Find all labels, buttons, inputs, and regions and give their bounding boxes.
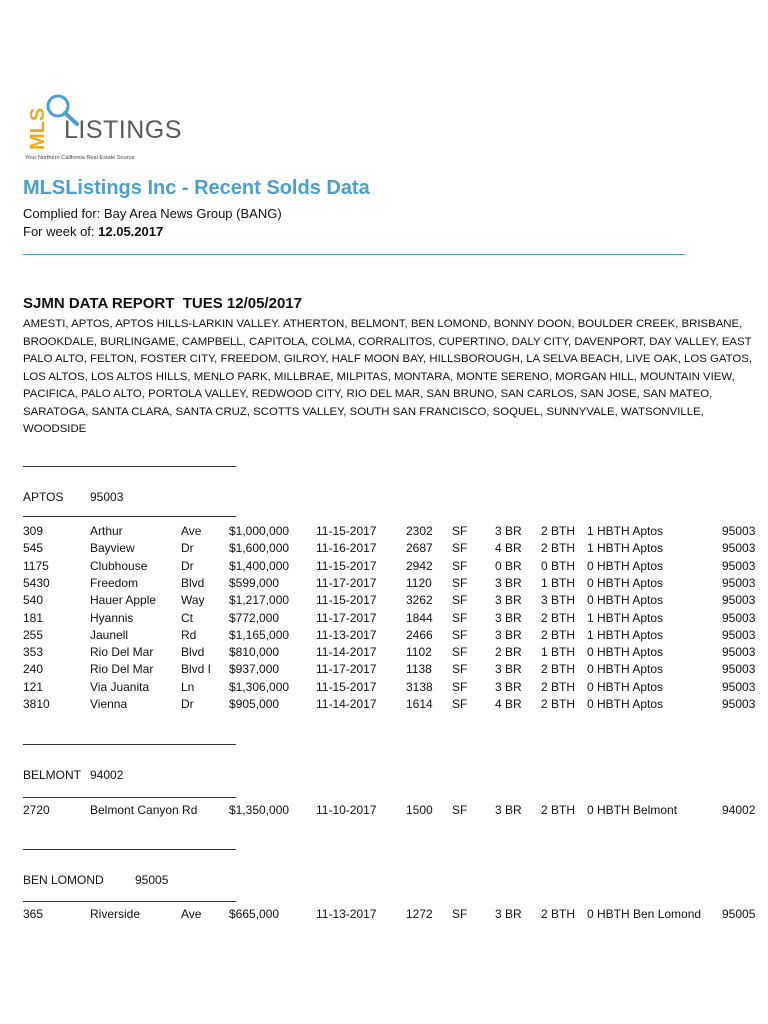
sale-bth: 0 BTH: [541, 558, 576, 573]
sale-br: 3 BR: [495, 679, 522, 694]
sale-row: [0, 611, 768, 628]
section-divider: [23, 849, 236, 850]
sale-price: $1,306,000: [229, 679, 290, 694]
week-of: [23, 224, 163, 239]
sale-sqft: 2942: [406, 558, 433, 573]
sale-street: Clubhouse: [90, 558, 148, 573]
sale-type: Dr: [181, 697, 194, 711]
sale-sf: SF: [452, 645, 468, 660]
week-of-label: For week of:: [23, 224, 99, 239]
sale-date: 11-17-2017: [316, 662, 377, 677]
sale-zip: 95003: [722, 645, 756, 660]
sale-sqft: 1272: [406, 907, 433, 921]
sale-date: 11-14-2017: [316, 645, 377, 660]
sale-date: 11-15-2017: [316, 524, 377, 538]
sale-hbth: 0 HBTH Belmont: [587, 803, 678, 817]
sale-date: 11-13-2017: [316, 627, 377, 642]
sale-sqft: 2466: [406, 627, 433, 642]
sale-br: 4 BR: [495, 541, 522, 556]
sale-br: 3 BR: [495, 907, 522, 921]
sale-type: Ln: [181, 679, 195, 694]
sale-br: 2 BR: [495, 645, 522, 660]
sale-br: 3 BR: [495, 662, 522, 677]
sale-row: [0, 803, 768, 820]
sale-street: Rio Del Mar: [90, 662, 154, 677]
sale-bth: 2 BTH: [541, 697, 576, 711]
sale-bth: 2 BTH: [541, 627, 576, 642]
sale-sf: SF: [452, 803, 468, 817]
sale-street: Via Juanita: [90, 679, 150, 694]
sale-date: 11-16-2017: [316, 541, 377, 556]
sale-num: 540: [23, 593, 44, 608]
sale-type: Ave: [181, 907, 202, 921]
sale-date: 11-15-2017: [316, 593, 377, 608]
logo-wordmark: LISTINGS: [64, 116, 182, 144]
sale-bth: 2 BTH: [541, 610, 576, 625]
sale-price: $1,165,000: [229, 627, 290, 642]
sale-hbth: 1 HBTH Aptos: [587, 541, 664, 556]
sale-hbth: 1 HBTH Aptos: [587, 610, 664, 625]
sale-sf: SF: [452, 697, 468, 711]
logo-tagline: Your Northern California Real Estate Source: [25, 155, 135, 161]
header-divider: [23, 254, 685, 255]
sale-num: 181: [23, 610, 44, 625]
sale-sf: SF: [452, 524, 468, 538]
sale-type: Ave: [181, 524, 202, 538]
sale-street: Vienna: [90, 697, 128, 711]
sale-row: [0, 524, 768, 541]
sale-date: 11-10-2017: [316, 803, 377, 817]
sale-row: [0, 559, 768, 576]
sale-price: $905,000: [229, 697, 280, 711]
sale-hbth: 0 HBTH Aptos: [587, 645, 664, 660]
sale-row: [0, 541, 768, 558]
sale-hbth: 0 HBTH Aptos: [587, 575, 664, 590]
sale-street: Hauer Apple: [90, 593, 157, 608]
sale-num: 309: [23, 524, 44, 538]
sale-num: 2720: [23, 803, 50, 817]
sale-street: Riverside: [90, 907, 141, 921]
sale-sqft: 3138: [406, 679, 433, 694]
sale-hbth: 1 HBTH Aptos: [587, 627, 664, 642]
sale-price: $1,217,000: [229, 593, 290, 608]
sale-zip: 95003: [722, 697, 756, 711]
sale-sf: SF: [452, 558, 468, 573]
report-city-list: AMESTI, APTOS, APTOS HILLS-LARKIN VALLEY. ATHERTON, BELMONT, BEN LOMOND, BONNY DOON, BOULDER CREEK, BRISBANE, BROOKDALE, BURLINGAME, CAMPBELL, CAPITOLA, COLMA, CORRALITOS, CUPERTINO, DALY CITY, DAVENPORT, DAY VALLEY, EAST PALO ALTO, FELTON, FOSTER CITY, FREEDOM, GILROY, HALF MOON BAY, HILLSBOROUGH, LA SELVA BEACH, LIVE OAK, LOS GATOS, LOS ALTOS, LOS ALTOS HILLS, MENLO PARK, MILLBRAE, MILPITAS, MONTARA, MONTE SERENO, MORGAN HILL, MOUNTAIN VIEW, PACIFICA, PALO ALTO, PORTOLA VALLEY, REDWOOD CITY, RIO DEL MAR, SAN BRUNO, SAN CARLOS, SAN JOSE, SAN MATEO, SARATOGA, SANTA CLARA, SANTA CRUZ, SCOTTS VALLEY, SOUTH SAN FRANCISCO, SOQUEL, SUNNYVALE, WATSONVILLE, WOODSIDE: [23, 318, 752, 435]
sale-price: $665,000: [229, 907, 280, 921]
sale-price: $599,000: [229, 575, 280, 590]
sale-street: Rio Del Mar: [90, 645, 154, 660]
sale-br: 3 BR: [495, 575, 522, 590]
sale-zip: 95003: [722, 524, 756, 538]
sale-bth: 1 BTH: [541, 645, 576, 660]
sale-num: 240: [23, 662, 44, 677]
sale-street: Hyannis: [90, 610, 134, 625]
sale-row: [0, 645, 768, 662]
sale-date: 11-14-2017: [316, 697, 377, 711]
sale-bth: 2 BTH: [541, 803, 576, 817]
sale-br: 4 BR: [495, 697, 522, 711]
sale-zip: 95003: [722, 558, 756, 573]
sale-sf: SF: [452, 679, 468, 694]
sale-row: [0, 680, 768, 697]
sale-zip: 95003: [722, 541, 756, 556]
sale-price: $937,000: [229, 662, 280, 677]
sale-price: $810,000: [229, 645, 280, 660]
sale-type: Dr: [181, 558, 194, 573]
sale-sqft: 3262: [406, 593, 433, 608]
sale-street: Belmont Canyon Rd: [90, 803, 198, 817]
sale-hbth: 0 HBTH Aptos: [587, 593, 664, 608]
sale-sqft: 1102: [406, 645, 432, 660]
sale-sqft: 1138: [406, 662, 432, 677]
sale-zip: 94002: [722, 803, 756, 817]
sale-sqft: 1844: [406, 610, 433, 625]
sale-street: Freedom: [90, 575, 139, 590]
sale-bth: 3 BTH: [541, 593, 576, 608]
sale-row: [0, 593, 768, 610]
sale-num: 5430: [23, 575, 50, 590]
sale-sf: SF: [452, 575, 468, 590]
sale-price: $1,350,000: [229, 803, 290, 817]
sale-zip: 95003: [722, 610, 756, 625]
sale-hbth: 0 HBTH Ben Lomond: [587, 907, 702, 921]
sale-row: [0, 907, 768, 924]
sale-br: 0 BR: [495, 558, 522, 573]
section-header-divider: [23, 516, 236, 517]
sale-street: Jaunell: [90, 627, 129, 642]
mls-listings-logo: [24, 92, 182, 164]
sale-hbth: 1 HBTH Aptos: [587, 524, 664, 538]
sale-date: 11-13-2017: [316, 907, 377, 921]
sale-type: Dr: [181, 541, 194, 556]
section-divider: [23, 744, 236, 745]
sale-zip: 95003: [722, 627, 756, 642]
sale-sqft: 1500: [406, 803, 433, 817]
section-header-divider: [23, 901, 236, 902]
sale-type: Blvd: [181, 645, 205, 660]
sale-sqft: 1614: [406, 697, 433, 711]
logo-mls-vertical: MLS: [27, 107, 49, 150]
sale-street: Bayview: [90, 541, 135, 556]
sale-br: 3 BR: [495, 627, 522, 642]
week-of-value: 12.05.2017: [98, 224, 164, 239]
sale-type: Way: [181, 593, 205, 608]
sale-row: [0, 662, 768, 679]
sale-row: [0, 697, 768, 714]
sale-date: 11-17-2017: [316, 575, 377, 590]
sale-type: Blvd: [181, 575, 205, 590]
sale-price: $772,000: [229, 610, 280, 625]
sale-row: [0, 628, 768, 645]
report-title: SJMN DATA REPORT TUES 12/05/2017: [23, 295, 302, 312]
sale-sqft: 2687: [406, 541, 433, 556]
sale-hbth: 0 HBTH Aptos: [587, 558, 664, 573]
sale-num: 545: [23, 541, 44, 556]
sale-br: 3 BR: [495, 524, 522, 538]
sale-zip: 95005: [722, 907, 756, 921]
sale-br: 3 BR: [495, 593, 522, 608]
sale-hbth: 0 HBTH Aptos: [587, 679, 664, 694]
sale-hbth: 0 HBTH Aptos: [587, 697, 664, 711]
section-zip: 94002: [90, 768, 124, 782]
sale-date: 11-15-2017: [316, 558, 377, 573]
sale-street: Arthur: [90, 524, 123, 538]
sale-sf: SF: [452, 593, 468, 608]
sale-row: [0, 576, 768, 593]
section-zip: 95003: [90, 490, 124, 504]
section-zip: 95005: [135, 873, 169, 887]
sale-br: 3 BR: [495, 803, 522, 817]
sale-zip: 95003: [722, 679, 756, 694]
section-header-divider: [23, 797, 236, 798]
sale-zip: 95003: [722, 593, 756, 608]
sale-sqft: 2302: [406, 524, 433, 538]
sale-num: 365: [23, 907, 44, 921]
sale-bth: 2 BTH: [541, 679, 576, 694]
sale-sf: SF: [452, 610, 468, 625]
page-title: MLSListings Inc - Recent Solds Data: [23, 177, 370, 199]
compiled-for: Complied for: Bay Area News Group (BANG): [23, 206, 282, 221]
sale-bth: 2 BTH: [541, 524, 576, 538]
sale-price: $1,600,000: [229, 541, 290, 556]
sale-price: $1,000,000: [229, 524, 290, 538]
sale-sf: SF: [452, 907, 468, 921]
sale-date: 11-17-2017: [316, 610, 377, 625]
sale-type: Rd: [181, 627, 197, 642]
sale-type: Ct: [181, 610, 193, 625]
sale-date: 11-15-2017: [316, 679, 377, 694]
sale-zip: 95003: [722, 662, 756, 677]
sale-bth: 2 BTH: [541, 541, 576, 556]
sale-bth: 2 BTH: [541, 907, 576, 921]
sale-num: 1175: [23, 558, 49, 573]
sale-br: 3 BR: [495, 610, 522, 625]
sale-hbth: 0 HBTH Aptos: [587, 662, 664, 677]
sale-sqft: 1120: [406, 575, 432, 590]
sale-num: 353: [23, 645, 44, 660]
sale-num: 3810: [23, 697, 50, 711]
sale-num: 255: [23, 627, 44, 642]
sale-type: Blvd I: [181, 662, 212, 677]
section-city: BEN LOMOND: [23, 873, 104, 887]
sale-bth: 2 BTH: [541, 662, 576, 677]
section-city: APTOS: [23, 490, 64, 504]
sale-sf: SF: [452, 541, 468, 556]
sale-sf: SF: [452, 627, 468, 642]
sale-bth: 1 BTH: [541, 575, 576, 590]
section-divider: [23, 466, 236, 467]
sale-sf: SF: [452, 662, 468, 677]
section-city: BELMONT: [23, 768, 82, 782]
sale-zip: 95003: [722, 575, 756, 590]
sale-num: 121: [23, 679, 44, 694]
sale-price: $1,400,000: [229, 558, 290, 573]
